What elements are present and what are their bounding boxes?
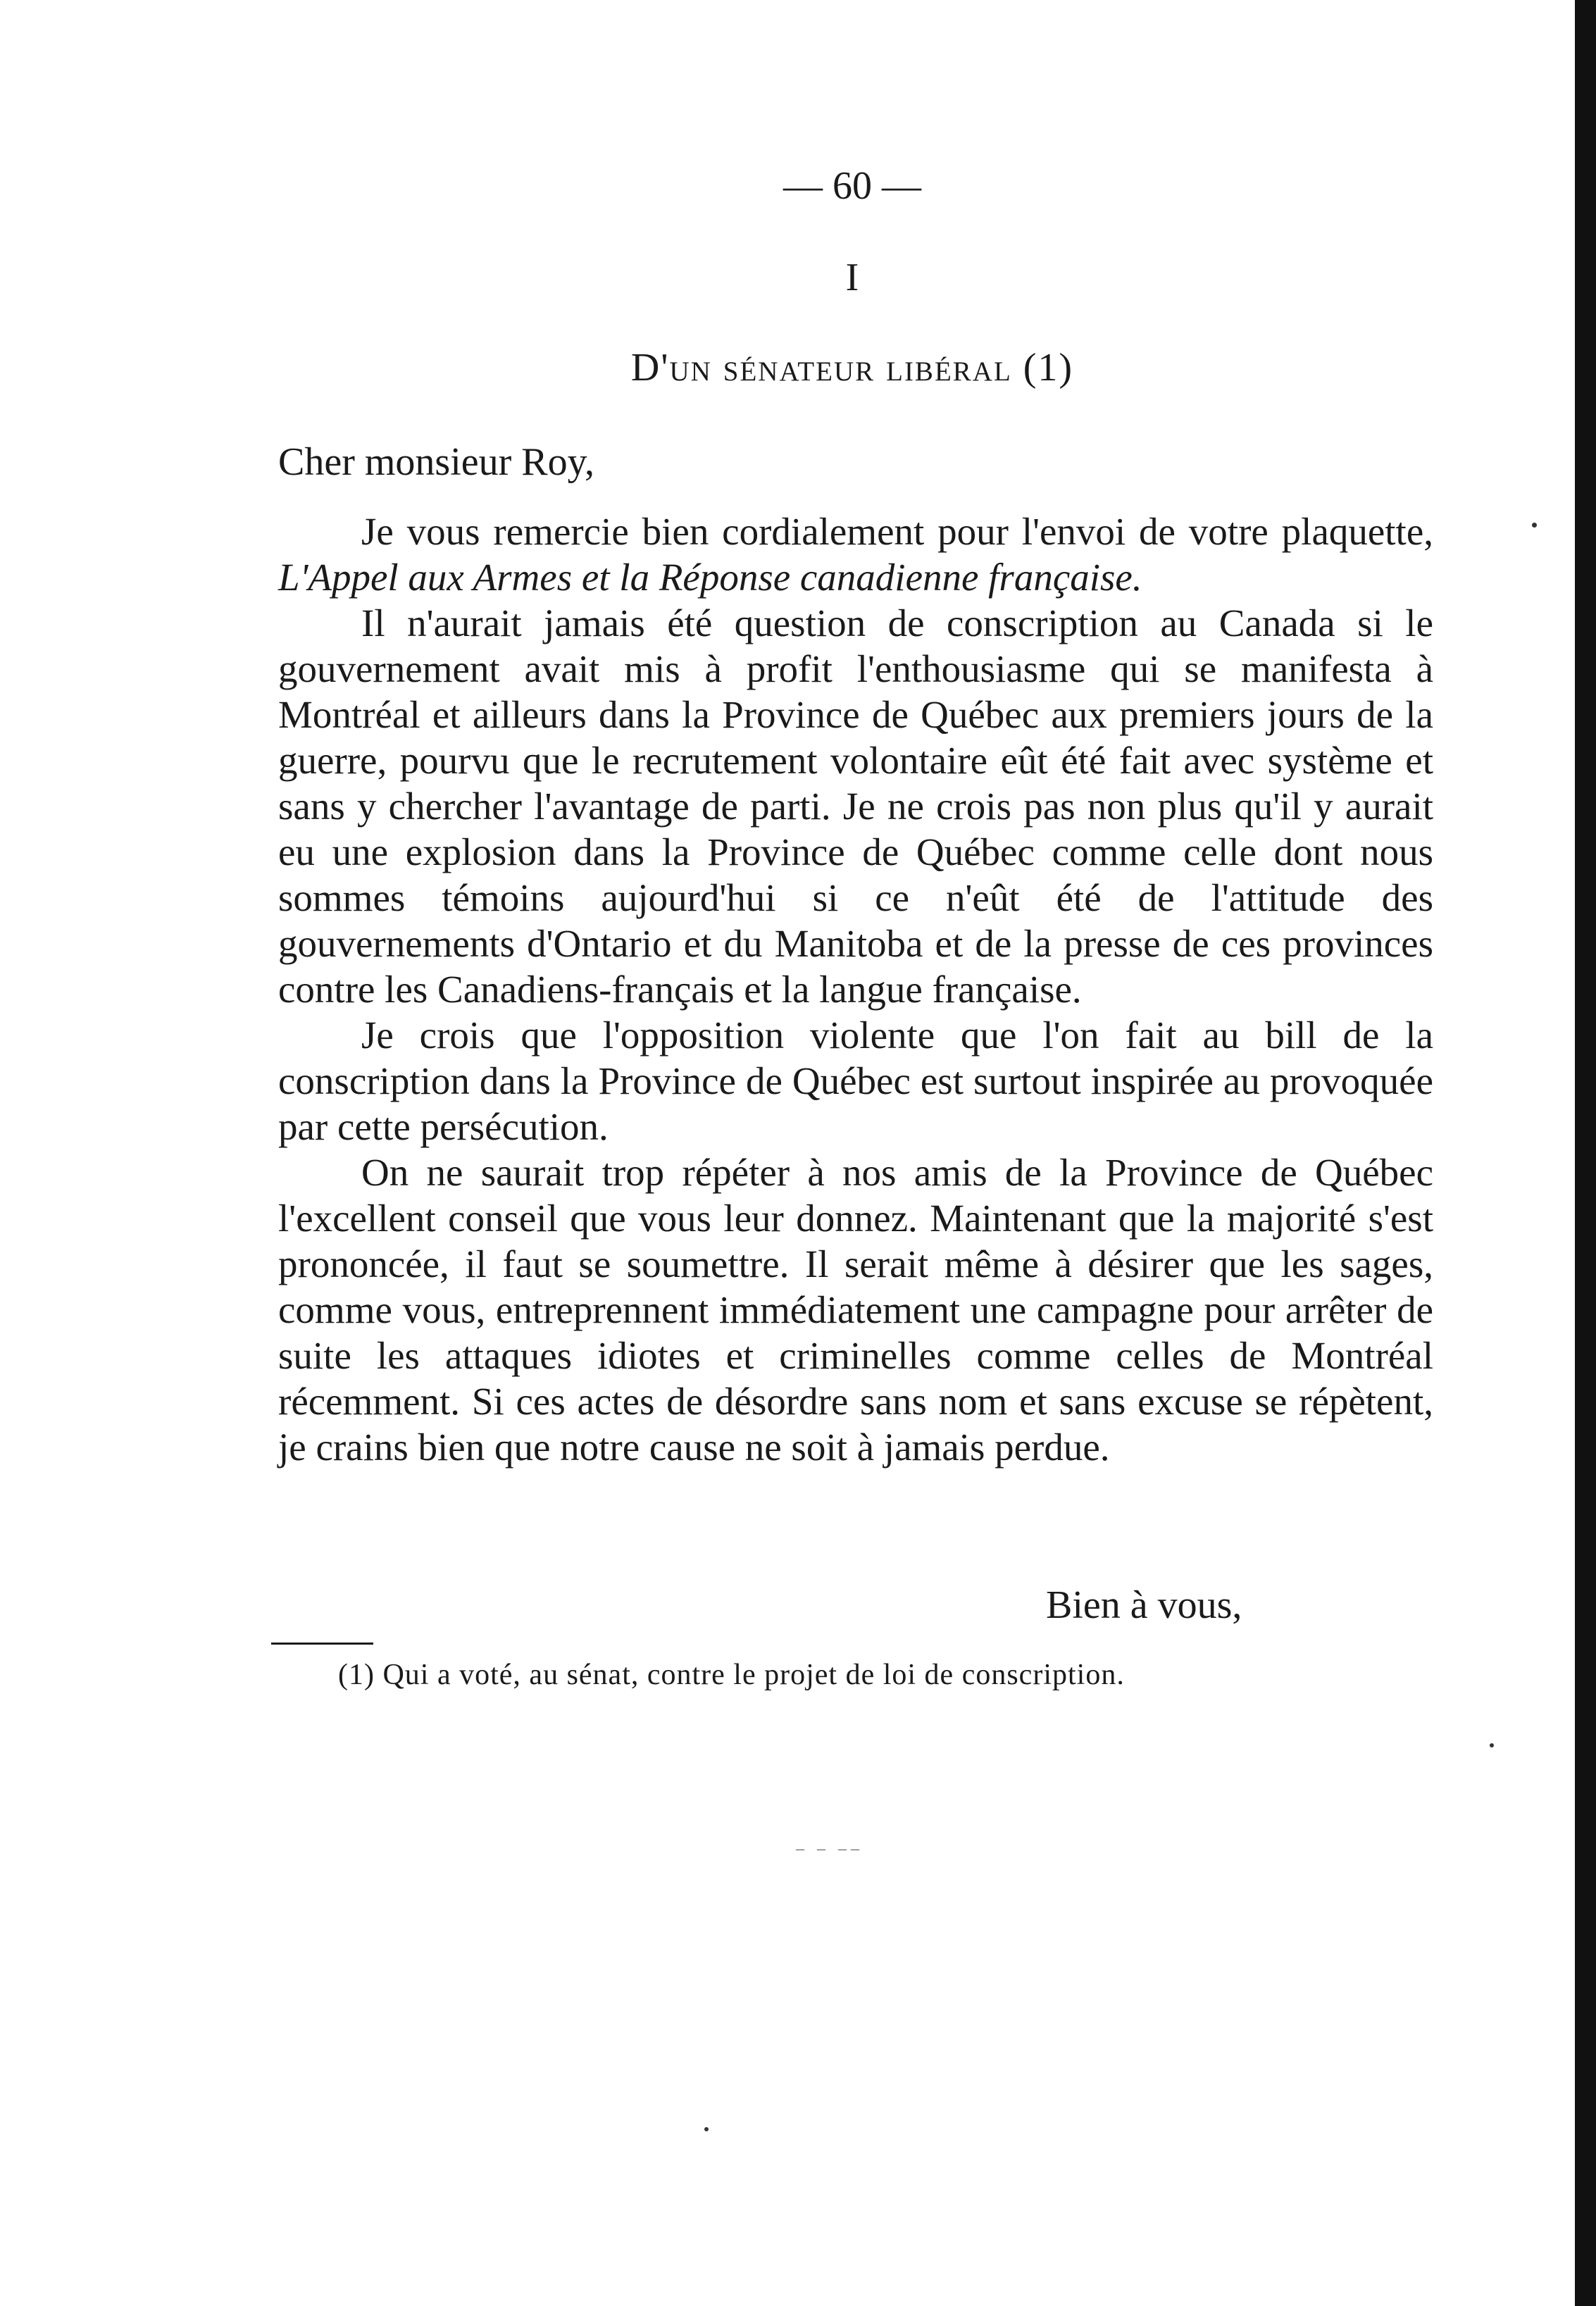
salutation: Cher monsieur Roy,: [278, 440, 594, 484]
letter-paragraph-1-continued: Il n'aurait jamais été question de conscription au Canada si le gouvernement avait mis à profit l'enthousiasme qui se manifesta à Montréal et ailleurs dans la Province de Québec aux premiers jours de la guerre, pourvu que le recrutement volontaire eût été fait avec système et sans y chercher l'avantage de parti. Je ne crois pas non plus qu'il y aurait eu une explosion dans la Province de Québec comme celle dont nous sommes témoins aujourd'hui si ce n'eût été de l'attitude des gouvernements d'Ontario et du Manitoba et de la presse de ces provinces contre les Canadiens-français et la langue française.: [278, 602, 1433, 1011]
letter-closing: Bien à vous,: [1046, 1583, 1242, 1627]
section-heading: D'un sénateur libéral (1): [630, 346, 1074, 389]
pamphlet-title: L'Appel aux Armes et la Réponse canadienne française.: [278, 556, 1142, 599]
paragraph-1-text: Je vous remercie bien cordialement pour l'envoi de votre plaquette,: [361, 510, 1433, 553]
letter-body: [278, 509, 1433, 1470]
footnote-divider: [271, 1643, 373, 1645]
scan-speck: [1490, 1743, 1494, 1747]
letter-paragraph-3: On ne saurait trop répéter à nos amis de la Province de Québec l'excellent conseil que vous leur donnez. Maintenant que la majorité s'est prononcée, il faut se soumettre. Il serait même à désirer que les sages, comme vous, entreprennent immédiatement une campagne pour arrêter de suite les attaques idiotes et criminelles comme celles de Montréal récemment. Si ces actes de désordre sans nom et sans excuse se répètent, je crains bien que notre cause ne soit à jamais perdue.: [278, 1151, 1433, 1469]
letter-paragraph-2: Je crois que l'opposition violente que l'on fait au bill de la conscription dans la Province de Québec est surtout inspirée au provoquée par cette persécution.: [278, 1014, 1433, 1148]
scan-speck: [1532, 523, 1537, 528]
scan-speck: [704, 2127, 709, 2131]
footnote: (1) Qui a voté, au sénat, contre le projet de loi de conscription.: [338, 1659, 1125, 1691]
scan-marks: ‒ ‒ ‒‒: [796, 1840, 864, 1858]
section-numeral: I: [845, 256, 859, 299]
page-number: — 60 —: [783, 164, 921, 208]
letter-paragraph-1: [278, 509, 1433, 600]
